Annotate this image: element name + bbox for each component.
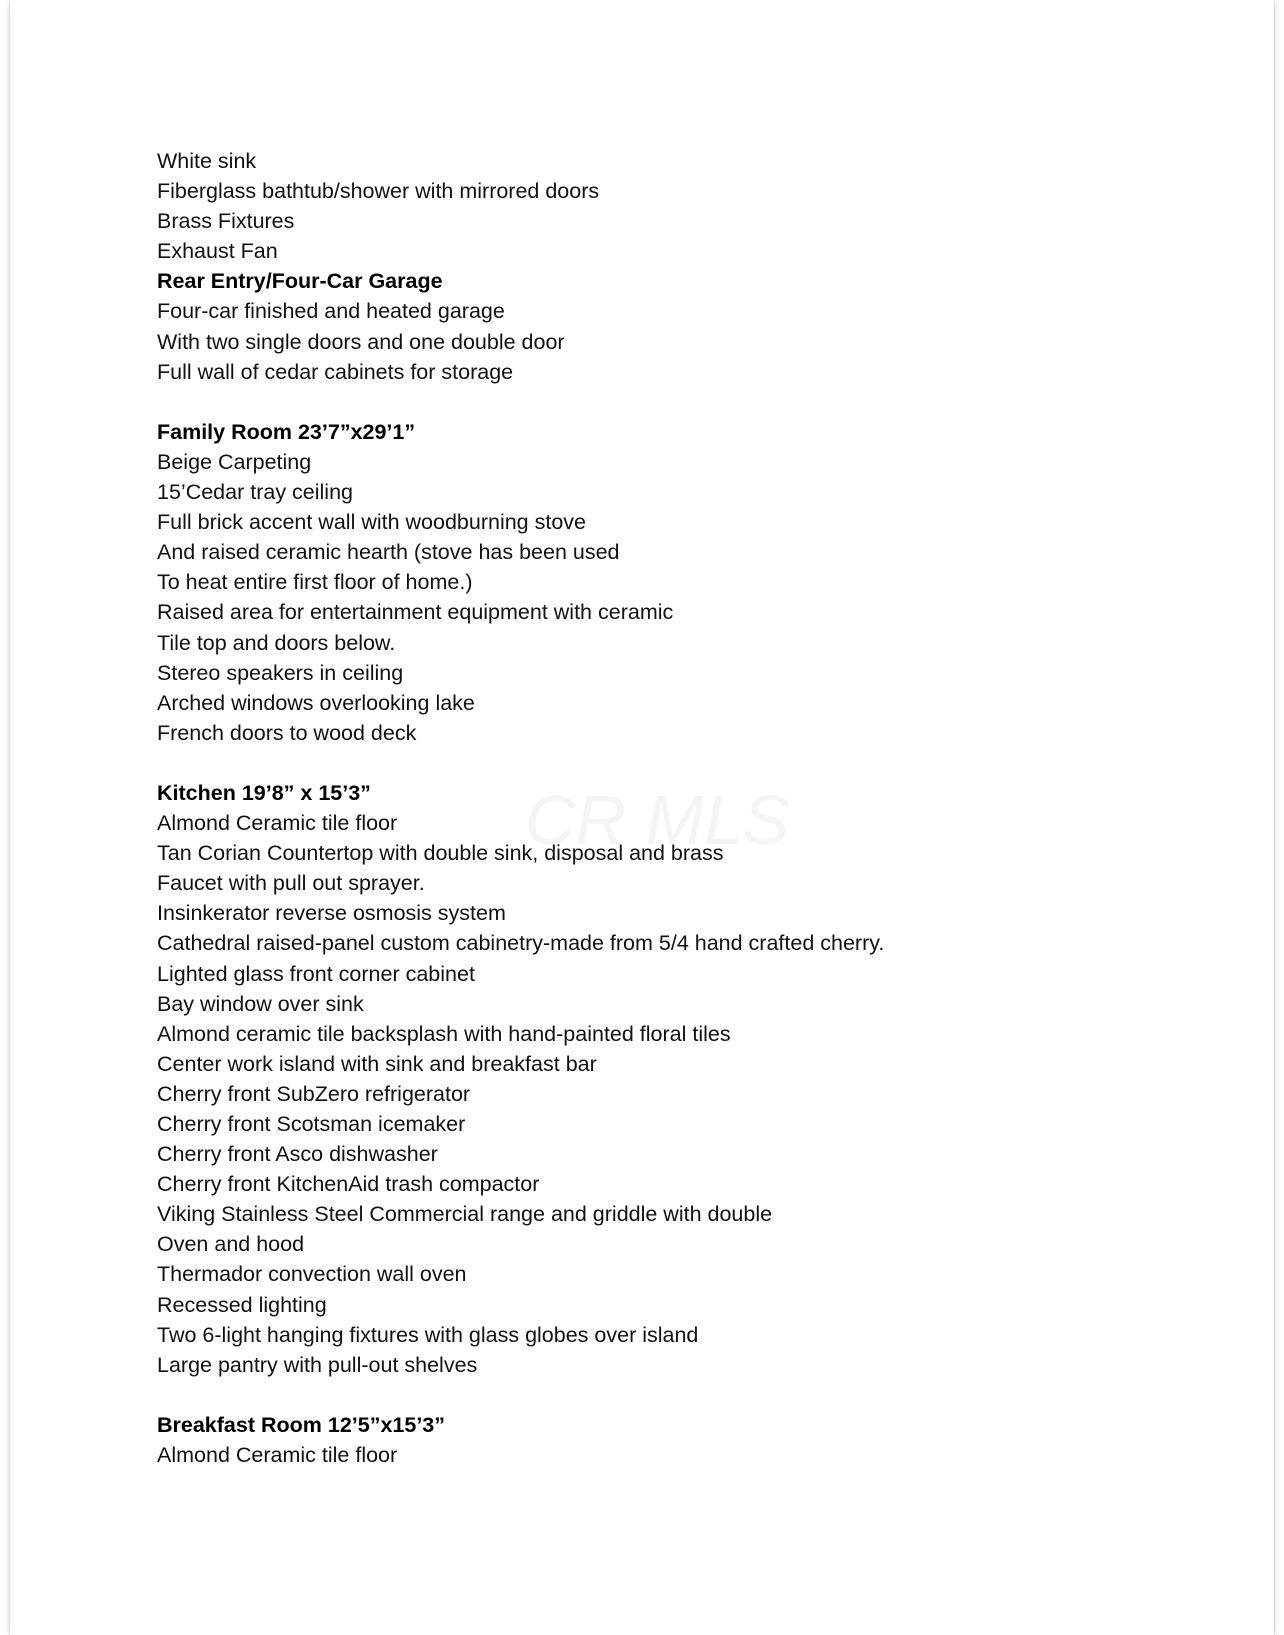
list-item: Lighted glass front corner cabinet: [157, 961, 475, 986]
list-item: Four-car finished and heated garage: [157, 299, 505, 324]
list-item: Recessed lighting: [157, 1292, 327, 1317]
list-item: White sink: [157, 149, 257, 173]
section-heading: Breakfast Room 12’5”x15’3”: [157, 1412, 446, 1437]
section-heading: Kitchen 19’8” x 15’3”: [157, 780, 371, 805]
section-heading: Family Room 23’7”x29’1”: [157, 419, 416, 444]
section-spacer: [157, 1380, 1197, 1410]
list-item: Bay window over sink: [157, 991, 364, 1016]
section-heading: Rear Entry/Four-Car Garage: [157, 269, 443, 294]
list-item: 15’Cedar tray ceiling: [157, 480, 353, 505]
list-item: Two 6-light hanging fixtures with glass globes over island: [157, 1322, 699, 1347]
list-item: Brass Fixtures: [157, 209, 295, 234]
list-item: Almond ceramic tile backsplash with hand-painted floral tiles: [157, 1021, 731, 1046]
section-spacer: [157, 387, 1197, 417]
list-item: Beige Carpeting: [157, 449, 312, 474]
list-item: Faucet with pull out sprayer.: [157, 871, 425, 896]
list-item: To heat entire first floor of home.): [157, 570, 473, 595]
breakfast-room-section: [157, 1410, 1197, 1470]
list-item: Cherry front KitchenAid trash compactor: [157, 1172, 540, 1197]
list-item: Arched windows overlooking lake: [157, 690, 475, 715]
list-item: Cherry front SubZero refrigerator: [157, 1081, 471, 1106]
list-item: Cherry front Asco dishwasher: [157, 1142, 438, 1167]
document-page: [10, 0, 1274, 1635]
list-item: Full wall of cedar cabinets for storage: [157, 359, 514, 384]
list-item: Stereo speakers in ceiling: [157, 660, 404, 685]
list-item: Large pantry with pull-out shelves: [157, 1352, 478, 1377]
list-item: And raised ceramic hearth (stove has been used: [157, 540, 620, 565]
list-item: Tile top and doors below.: [157, 630, 396, 655]
list-item: Oven and hood: [157, 1232, 305, 1257]
list-item: Thermador convection wall oven: [157, 1262, 467, 1287]
family-room-section: [157, 417, 1197, 748]
kitchen-section: [157, 778, 1197, 1380]
list-item: French doors to wood deck: [157, 720, 417, 745]
list-item: Cherry front Scotsman icemaker: [157, 1112, 466, 1136]
section-spacer: [157, 748, 1197, 778]
document-body: [157, 146, 1197, 1470]
list-item: Cathedral raised-panel custom cabinetry-made from 5/4 hand crafted cherry.: [157, 931, 885, 956]
bathroom-feature-list: [157, 146, 1197, 266]
list-item: Exhaust Fan: [157, 239, 278, 264]
list-item: With two single doors and one double door: [157, 329, 565, 354]
list-item: Center work island with sink and breakfast bar: [157, 1051, 597, 1076]
list-item: Insinkerator reverse osmosis system: [157, 901, 506, 926]
garage-section: [157, 266, 1197, 386]
list-item: Almond Ceramic tile floor: [157, 811, 398, 836]
list-item: Tan Corian Countertop with double sink, disposal and brass: [157, 841, 724, 866]
list-item: Almond Ceramic tile floor: [157, 1443, 398, 1468]
list-item: Raised area for entertainment equipment with ceramic: [157, 600, 674, 625]
list-item: Fiberglass bathtub/shower with mirrored doors: [157, 179, 600, 204]
list-item: Viking Stainless Steel Commercial range and griddle with double: [157, 1202, 773, 1227]
list-item: Full brick accent wall with woodburning stove: [157, 510, 587, 535]
